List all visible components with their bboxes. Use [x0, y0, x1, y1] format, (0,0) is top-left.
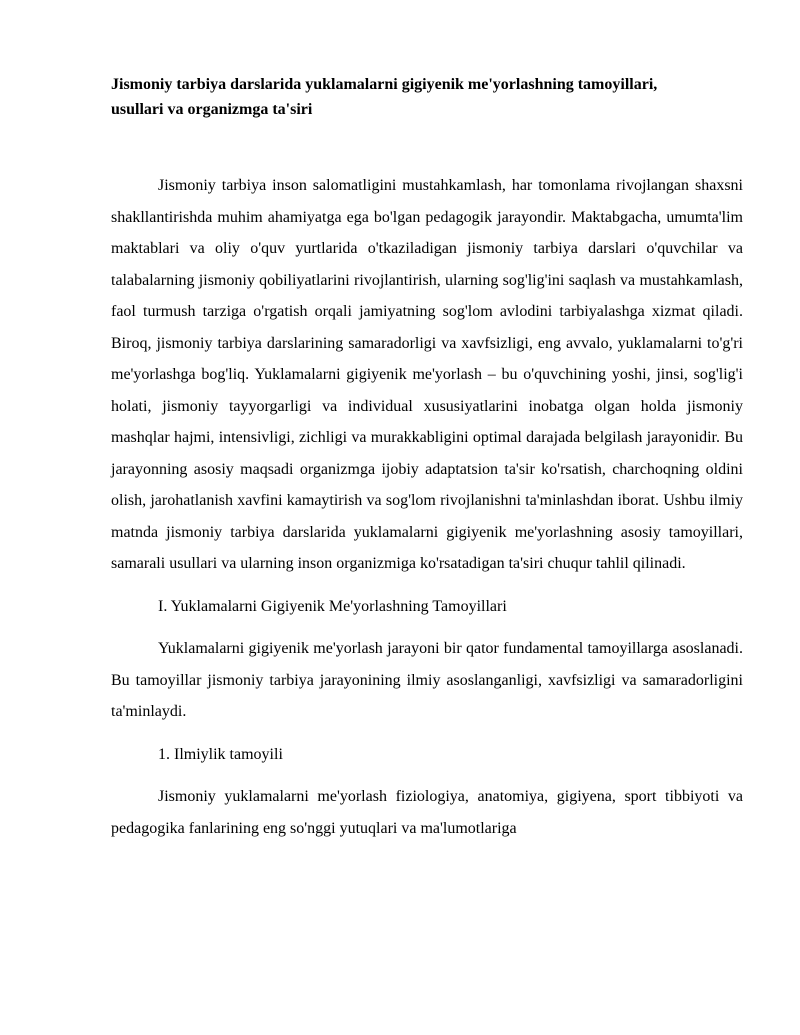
section-1-heading: I. Yuklamalarni Gigiyenik Me'yorlashning Tamoyillari [158, 597, 507, 615]
subsection-1-heading: 1. Ilmiylik tamoyili [158, 745, 283, 763]
title-line-1: Jismoniy tarbiya darslarida yuklamalarni gigiyenik me'yorlashning tamoyillari, [111, 76, 658, 93]
intro-paragraph: Jismoniy tarbiya inson salomatligini mustahkamlash, har tomonlama rivojlangan shaxsni shakllantirishda muhim ahamiyatga ega bo'lgan pedagogik jarayondir. Maktabgacha, umumta'lim maktablari va oliy o'quv yurtlarida o'tkaziladigan jismoniy tarbiya darslari o'quvchilar va talabalarning jismoniy qobiliyatlarini rivojlantirish, ularning sog'lig'ini saqlash va mustahkamlash, faol turmush tarziga o'rgatish orqali jamiyatning sog'lom avlodini tarbiyalashga xizmat qiladi. Biroq, jismoniy tarbiya darslarining samaradorligi va xavfsizligi, eng avvalo, yuklamalarni to'g'ri me'yorlashga bog'liq. Yuklamalarni gigiyenik me'yorlash – bu o'quvchining yoshi, jinsi, sog'lig'i holati, jismoniy tayyorgarligi va individual xususiyatlarini inobatga olgan holda jismoniy mashqlar hajmi, intensivligi, zichligi va murakkabligini optimal darajada belgilash jarayonidir. Bu jarayonning asosiy maqsadi organizmga ijobiy adaptatsion ta'sir ko'rsatish, charchoqning oldini olish, jarohatlanish xavfini kamaytirish va sog'lom rivojlanishni ta'minlashdan iborat. Ushbu ilmiy matnda jismoniy tarbiya darslarida yuklamalarni gigiyenik me'yorlashning asosiy tamoyillari, samarali usullari va ularning inson organizmiga ko'rsatadigan ta'siri chuqur tahlil qilinadi. [111, 177, 743, 572]
document-title [111, 72, 743, 122]
document-page [111, 72, 743, 844]
subsection-1-paragraph: Jismoniy yuklamalarni me'yorlash fiziologiya, anatomiya, gigiyena, sport tibbiyoti va pedagogika fanlarining eng so'nggi yutuqlari va ma'lumotlariga [111, 788, 743, 837]
section-1-paragraph: Yuklamalarni gigiyenik me'yorlash jarayoni bir qator fundamental tamoyillarga asoslanadi. Bu tamoyillar jismoniy tarbiya jarayonining ilmiy asoslanganligi, xavfsizligi va samaradorligini ta'minlaydi. [111, 640, 743, 720]
title-line-2: usullari va organizmga ta'siri [111, 101, 313, 118]
